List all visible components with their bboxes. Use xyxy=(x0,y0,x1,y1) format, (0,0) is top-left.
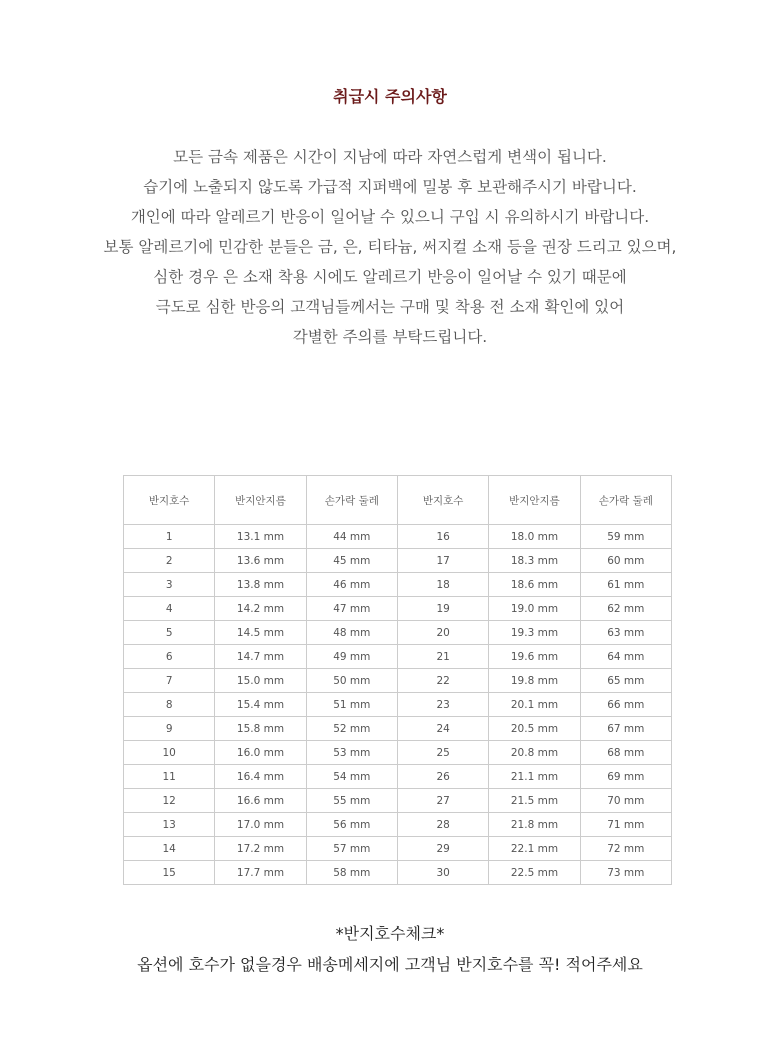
table-cell: 52 mm xyxy=(306,717,397,741)
table-cell: 16 xyxy=(397,525,488,549)
header-ring-size: 반지호수 xyxy=(397,476,488,525)
table-cell: 11 xyxy=(124,765,215,789)
table-cell: 6 xyxy=(124,645,215,669)
table-cell: 15.0 mm xyxy=(215,669,306,693)
notice-line: 모든 금속 제품은 시간이 지남에 따라 자연스럽게 변색이 됩니다. xyxy=(173,148,607,166)
table-cell: 50 mm xyxy=(306,669,397,693)
table-cell: 72 mm xyxy=(580,837,671,861)
table-cell: 19.6 mm xyxy=(489,645,580,669)
table-cell: 16.0 mm xyxy=(215,741,306,765)
table-row xyxy=(124,789,672,813)
notice-line: 심한 경우 은 소재 착용 시에도 알레르기 반응이 일어날 수 있기 때문에 xyxy=(153,268,627,286)
table-cell: 26 xyxy=(397,765,488,789)
table-cell: 51 mm xyxy=(306,693,397,717)
table-row xyxy=(124,837,672,861)
table-cell: 15 xyxy=(124,861,215,885)
table-row xyxy=(124,669,672,693)
table-row xyxy=(124,621,672,645)
table-cell: 7 xyxy=(124,669,215,693)
header-inner-diameter: 반지안지름 xyxy=(215,476,306,525)
table-cell: 23 xyxy=(397,693,488,717)
table-cell: 46 mm xyxy=(306,573,397,597)
table-cell: 18.6 mm xyxy=(489,573,580,597)
table-cell: 20.8 mm xyxy=(489,741,580,765)
table-row xyxy=(124,813,672,837)
table-cell: 14.2 mm xyxy=(215,597,306,621)
table-cell: 3 xyxy=(124,573,215,597)
table-cell: 15.8 mm xyxy=(215,717,306,741)
table-cell: 48 mm xyxy=(306,621,397,645)
table-cell: 70 mm xyxy=(580,789,671,813)
header-ring-size: 반지호수 xyxy=(124,476,215,525)
table-cell: 14 xyxy=(124,837,215,861)
table-cell: 18 xyxy=(397,573,488,597)
header-inner-diameter: 반지안지름 xyxy=(489,476,580,525)
table-cell: 17.7 mm xyxy=(215,861,306,885)
table-cell: 21 xyxy=(397,645,488,669)
table-cell: 53 mm xyxy=(306,741,397,765)
table-cell: 17.0 mm xyxy=(215,813,306,837)
table-row xyxy=(124,693,672,717)
table-cell: 19 xyxy=(397,597,488,621)
table-cell: 73 mm xyxy=(580,861,671,885)
ring-size-table xyxy=(123,475,672,885)
table-cell: 13.8 mm xyxy=(215,573,306,597)
notice-line: 습기에 노출되지 않도록 가급적 지퍼백에 밀봉 후 보관해주시기 바랍니다. xyxy=(143,178,637,196)
table-cell: 18.3 mm xyxy=(489,549,580,573)
table-cell: 9 xyxy=(124,717,215,741)
table-cell: 13.1 mm xyxy=(215,525,306,549)
table-cell: 28 xyxy=(397,813,488,837)
ring-check-title: *반지호수체크* xyxy=(335,924,445,943)
table-cell: 67 mm xyxy=(580,717,671,741)
table-cell: 59 mm xyxy=(580,525,671,549)
table-cell: 20.5 mm xyxy=(489,717,580,741)
care-notice xyxy=(0,142,780,352)
header-finger-circumference: 손가락 둘레 xyxy=(306,476,397,525)
table-cell: 29 xyxy=(397,837,488,861)
table-cell: 49 mm xyxy=(306,645,397,669)
table-cell: 13 xyxy=(124,813,215,837)
table-row xyxy=(124,573,672,597)
table-cell: 63 mm xyxy=(580,621,671,645)
table-cell: 57 mm xyxy=(306,837,397,861)
table-cell: 55 mm xyxy=(306,789,397,813)
table-cell: 22.1 mm xyxy=(489,837,580,861)
table-cell: 4 xyxy=(124,597,215,621)
table-cell: 27 xyxy=(397,789,488,813)
table-cell: 44 mm xyxy=(306,525,397,549)
table-row xyxy=(124,549,672,573)
table-cell: 47 mm xyxy=(306,597,397,621)
table-cell: 62 mm xyxy=(580,597,671,621)
table-cell: 20 xyxy=(397,621,488,645)
ring-check-description: 옵션에 호수가 없을경우 배송메세지에 고객님 반지호수를 꼭! 적어주세요 xyxy=(137,955,643,974)
table-row xyxy=(124,861,672,885)
table-cell: 71 mm xyxy=(580,813,671,837)
table-cell: 12 xyxy=(124,789,215,813)
table-cell: 18.0 mm xyxy=(489,525,580,549)
table-cell: 16.6 mm xyxy=(215,789,306,813)
table-cell: 24 xyxy=(397,717,488,741)
table-cell: 25 xyxy=(397,741,488,765)
table-cell: 19.3 mm xyxy=(489,621,580,645)
table-cell: 17 xyxy=(397,549,488,573)
table-cell: 60 mm xyxy=(580,549,671,573)
table-cell: 16.4 mm xyxy=(215,765,306,789)
table-cell: 8 xyxy=(124,693,215,717)
table-cell: 21.1 mm xyxy=(489,765,580,789)
table-cell: 1 xyxy=(124,525,215,549)
table-cell: 13.6 mm xyxy=(215,549,306,573)
notice-line: 개인에 따라 알레르기 반응이 일어날 수 있으니 구입 시 유의하시기 바랍니다. xyxy=(130,208,650,226)
table-cell: 14.7 mm xyxy=(215,645,306,669)
table-cell: 22 xyxy=(397,669,488,693)
table-cell: 21.5 mm xyxy=(489,789,580,813)
table-body xyxy=(124,525,672,885)
table-cell: 10 xyxy=(124,741,215,765)
table-cell: 20.1 mm xyxy=(489,693,580,717)
table-row xyxy=(124,525,672,549)
table-row xyxy=(124,765,672,789)
table-cell: 56 mm xyxy=(306,813,397,837)
table-cell: 14.5 mm xyxy=(215,621,306,645)
table-row xyxy=(124,645,672,669)
table-cell: 30 xyxy=(397,861,488,885)
table-row xyxy=(124,741,672,765)
table-cell: 66 mm xyxy=(580,693,671,717)
notice-line: 극도로 심한 반응의 고객님들께서는 구매 및 착용 전 소재 확인에 있어 xyxy=(155,298,625,316)
table-header-row xyxy=(124,476,672,525)
table-cell: 64 mm xyxy=(580,645,671,669)
header-finger-circumference: 손가락 둘레 xyxy=(580,476,671,525)
table-cell: 61 mm xyxy=(580,573,671,597)
table-cell: 15.4 mm xyxy=(215,693,306,717)
notice-line: 보통 알레르기에 민감한 분들은 금, 은, 티타늄, 써지컬 소재 등을 권장 드리고 있으며, xyxy=(103,238,677,256)
table-cell: 68 mm xyxy=(580,741,671,765)
table-cell: 2 xyxy=(124,549,215,573)
notice-line: 각별한 주의를 부탁드립니다. xyxy=(292,328,488,346)
table-cell: 65 mm xyxy=(580,669,671,693)
table-cell: 22.5 mm xyxy=(489,861,580,885)
table-cell: 17.2 mm xyxy=(215,837,306,861)
table-row xyxy=(124,717,672,741)
table-cell: 54 mm xyxy=(306,765,397,789)
table-cell: 19.0 mm xyxy=(489,597,580,621)
table-cell: 19.8 mm xyxy=(489,669,580,693)
table-row xyxy=(124,597,672,621)
table-cell: 45 mm xyxy=(306,549,397,573)
page-title: 취급시 주의사항 xyxy=(333,87,447,106)
table-cell: 5 xyxy=(124,621,215,645)
table-cell: 58 mm xyxy=(306,861,397,885)
table-cell: 69 mm xyxy=(580,765,671,789)
table-cell: 21.8 mm xyxy=(489,813,580,837)
